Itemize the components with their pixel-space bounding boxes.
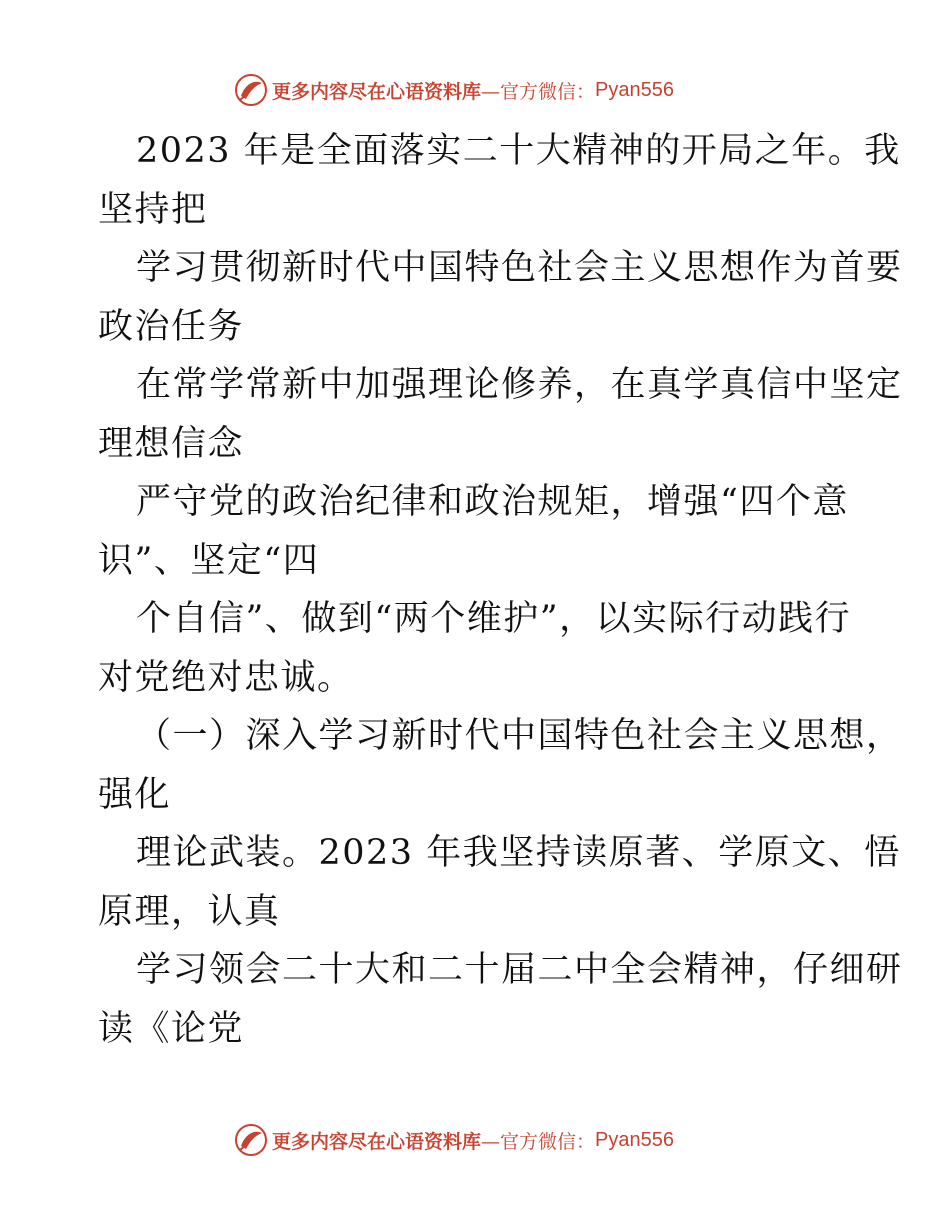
- text-line: 读《论党: [98, 1008, 245, 1049]
- watermark-wechat-id: Pyan556: [595, 78, 674, 101]
- text-line: 个自信”、做到“两个维护”，以实际行动践行: [136, 599, 852, 639]
- text-line: 学习贯彻新时代中国特色社会主义思想作为首要: [136, 248, 903, 288]
- text-line: 强化: [98, 774, 172, 815]
- text-line: 理想信念: [98, 423, 245, 464]
- header-watermark: [234, 73, 674, 107]
- text-line: 学习领会二十大和二十届二中全会精神，仔细研: [136, 950, 903, 990]
- footer-watermark: [234, 1123, 674, 1157]
- watermark-separator: —官方微信：: [481, 80, 596, 103]
- watermark-separator: —官方微信：: [481, 1130, 596, 1153]
- watermark-wechat-id: Pyan556: [595, 1128, 674, 1151]
- text-line: 识”、坚定“四: [98, 540, 320, 581]
- text-line: （一）深入学习新时代中国特色社会主义思想，: [136, 716, 903, 756]
- pen-logo-icon: [234, 1123, 268, 1157]
- text-line: 理论武装。2023 年我坚持读原著、学原文、悟: [136, 833, 901, 873]
- text-line: 原理，认真: [98, 891, 281, 932]
- watermark-text: 更多内容尽在心语资料库: [272, 80, 482, 103]
- text-line: 对党绝对忠诚。: [98, 657, 354, 698]
- text-line: 严守党的政治纪律和政治规矩，增强“四个意: [136, 482, 849, 522]
- body-text: [98, 122, 903, 1058]
- text-line: 在常学常新中加强理论修养，在真学真信中坚定: [136, 365, 903, 405]
- text-line: 坚持把: [98, 189, 208, 230]
- pen-logo-icon: [234, 73, 268, 107]
- text-line: 政治任务: [98, 306, 245, 347]
- text-line: 2023 年是全面落实二十大精神的开局之年。我: [136, 131, 901, 171]
- watermark-text: 更多内容尽在心语资料库: [272, 1130, 482, 1153]
